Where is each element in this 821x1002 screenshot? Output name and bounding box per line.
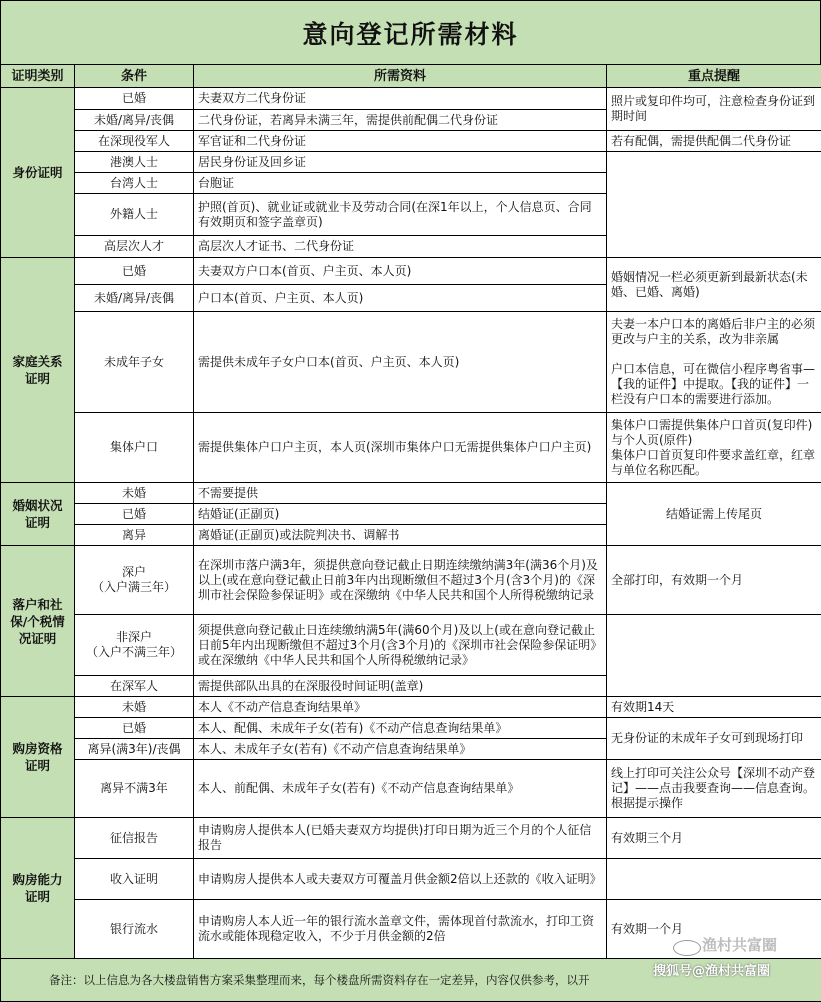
category-marriage: 婚姻状况 证明	[1, 483, 75, 546]
documents-cell: 二代身份证，若离异未满三年，需提供前配偶二代身份证	[194, 110, 607, 131]
condition-cell: 已婚	[75, 258, 194, 285]
documents-cell: 军官证和二代身份证	[194, 131, 607, 152]
reminder-cell: 线上打印可关注公众号【深圳不动产登记】——点击我要查询——信息查询。根据提示操作	[607, 760, 821, 818]
documents-cell: 结婚证(正副页)	[194, 504, 607, 525]
table-row	[1, 546, 821, 615]
table-row	[1, 413, 821, 483]
reminder-cell: 照片或复印件均可，注意检查身份证到期时间	[607, 88, 821, 131]
documents-cell: 需提供未成年子女户口本(首页、户主页、本人页)	[194, 312, 607, 413]
category-identity: 身份证明	[1, 88, 75, 258]
header-documents: 所需资料	[194, 65, 607, 88]
documents-cell: 离婚证(正副页)或法院判决书、调解书	[194, 525, 607, 546]
documents-cell: 台胞证	[194, 173, 607, 194]
watermark-credit: 搜狐号@渔村共富圈	[653, 960, 770, 979]
documents-cell: 需提供集体户口户主页，本人页(深圳市集体户口无需提供集体户口户主页)	[194, 413, 607, 483]
materials-table	[0, 64, 821, 1002]
reminder-cell: 若有配偶，需提供配偶二代身份证	[607, 131, 821, 152]
table-row	[1, 615, 821, 676]
documents-cell: 在深圳市落户满3年，须提供意向登记截止日期连续缴纳满3年(满36个月)及以上(或在意向登记截止日前3年内出现断缴但不超过3个月(含3个月)的《深圳市社会保险参保证明》或在深缴纳《中华人民共和国个人所得税缴纳记录	[194, 546, 607, 615]
condition-cell: 已婚	[75, 88, 194, 110]
watermark-brand: 渔村共富圈	[702, 934, 777, 955]
reminder-cell: 婚姻情况一栏必须更新到最新状态(未婚、已婚、离婚)	[607, 258, 821, 312]
condition-cell: 离异不满3年	[75, 760, 194, 818]
table-row	[1, 131, 821, 152]
table-row	[1, 483, 821, 504]
documents-cell: 本人、前配偶、未成年子女(若有)《不动产信息查询结果单》	[194, 760, 607, 818]
documents-cell: 居民身份证及回乡证	[194, 152, 607, 173]
table-row	[1, 718, 821, 739]
documents-cell: 本人《不动产信息查询结果单》	[194, 697, 607, 718]
documents-cell: 申请购房人提供本人或夫妻双方可覆盖月供金额2倍以上还款的《收入证明》	[194, 859, 607, 900]
condition-cell: 高层次人才	[75, 236, 194, 258]
condition-cell: 征信报告	[75, 818, 194, 859]
condition-cell: 离异	[75, 525, 194, 546]
table-row	[1, 312, 821, 413]
table-row	[1, 859, 821, 900]
header-reminder: 重点提醒	[607, 65, 821, 88]
documents-cell: 本人、未成年子女(若有)《不动产信息查询结果单》	[194, 739, 607, 760]
documents-cell: 夫妻双方户口本(首页、户主页、本人页)	[194, 258, 607, 285]
table-row	[1, 760, 821, 818]
condition-cell: 离异(满3年)/丧偶	[75, 739, 194, 760]
reminder-cell-empty	[607, 615, 821, 697]
documents-cell: 需提供部队出具的在深服役时间证明(盖章)	[194, 676, 607, 697]
category-family: 家庭关系 证明	[1, 258, 75, 483]
documents-cell: 本人、配偶、未成年子女(若有)《不动产信息查询结果单》	[194, 718, 607, 739]
table-row	[1, 697, 821, 718]
condition-cell: 在深现役军人	[75, 131, 194, 152]
reminder-cell: 全部打印，有效期一个月	[607, 546, 821, 615]
documents-cell: 护照(首页)、就业证或就业卡及劳动合同(在深1年以上，个人信息页、合同有效期页和签字盖章页)	[194, 194, 607, 236]
reminder-cell: 结婚证需上传尾页	[607, 483, 821, 546]
condition-cell: 已婚	[75, 504, 194, 525]
reminder-cell: 夫妻一本户口本的离婚后非户主的必须更改与户主的关系，改为非亲属 户口本信息，可在微信小程序粤省事—【我的证件】中提取。【我的证件】一栏没有户口本的需要进行添加。	[607, 312, 821, 413]
reminder-cell: 有效期14天	[607, 697, 821, 718]
table-row	[1, 258, 821, 285]
documents-cell: 户口本(首页、户主页、本人页)	[194, 285, 607, 312]
condition-cell: 银行流水	[75, 900, 194, 959]
header-row	[1, 65, 821, 88]
documents-cell: 高层次人才证书、二代身份证	[194, 236, 607, 258]
table-row	[1, 152, 821, 173]
condition-cell: 集体户口	[75, 413, 194, 483]
chat-bubble-icon	[673, 940, 701, 956]
reminder-cell-empty	[607, 152, 821, 258]
header-category: 证明类别	[1, 65, 75, 88]
reminder-cell: 有效期三个月	[607, 818, 821, 859]
condition-cell: 未婚/离异/丧偶	[75, 285, 194, 312]
reminder-cell: 有效期一个月	[607, 900, 821, 959]
category-ability: 购房能力 证明	[1, 818, 75, 959]
condition-cell: 未婚	[75, 697, 194, 718]
condition-cell: 在深军人	[75, 676, 194, 697]
reminder-cell-empty	[607, 859, 821, 900]
reminder-cell: 无身份证的未成年子女可到现场打印	[607, 718, 821, 760]
condition-cell: 外籍人士	[75, 194, 194, 236]
category-housing: 购房资格 证明	[1, 697, 75, 818]
reminder-cell: 集体户口需提供集体户口首页(复印件)与个人页(原件) 集体户口首页复印件要求盖红章，红章与单位名称匹配。	[607, 413, 821, 483]
header-condition: 条件	[75, 65, 194, 88]
condition-cell: 深户 （入户满三年）	[75, 546, 194, 615]
footer-note: 备注：以上信息为各大楼盘销售方案采集整理而来，每个楼盘所需资料存在一定差异，内容仅供参考，以开	[1, 959, 821, 1002]
category-settlement: 落户和社 保/个税情 况证明	[1, 546, 75, 697]
documents-cell: 夫妻双方二代身份证	[194, 88, 607, 110]
documents-cell: 申请购房人本人近一年的银行流水盖章文件，需体现首付款流水，打印工资流水或能体现稳定收入，不少于月供金额的2倍	[194, 900, 607, 959]
table-row	[1, 818, 821, 859]
condition-cell: 非深户 （入户不满三年）	[75, 615, 194, 676]
condition-cell: 已婚	[75, 718, 194, 739]
page-title: 意向登记所需材料	[0, 0, 821, 65]
condition-cell: 未婚	[75, 483, 194, 504]
condition-cell: 港澳人士	[75, 152, 194, 173]
documents-cell: 须提供意向登记截止日连续缴纳满5年(满60个月)及以上(或在意向登记截止日前5年内出现断缴但不超过3个月(含3个月)的《深圳市社会保险参保证明》或在深缴纳《中华人民共和国个人所得税缴纳记录》	[194, 615, 607, 676]
condition-cell: 收入证明	[75, 859, 194, 900]
condition-cell: 台湾人士	[75, 173, 194, 194]
condition-cell: 未婚/离异/丧偶	[75, 110, 194, 131]
table-row	[1, 88, 821, 110]
documents-cell: 申请购房人提供本人(已婚夫妻双方均提供)打印日期为近三个月的个人征信报告	[194, 818, 607, 859]
documents-cell: 不需要提供	[194, 483, 607, 504]
condition-cell: 未成年子女	[75, 312, 194, 413]
